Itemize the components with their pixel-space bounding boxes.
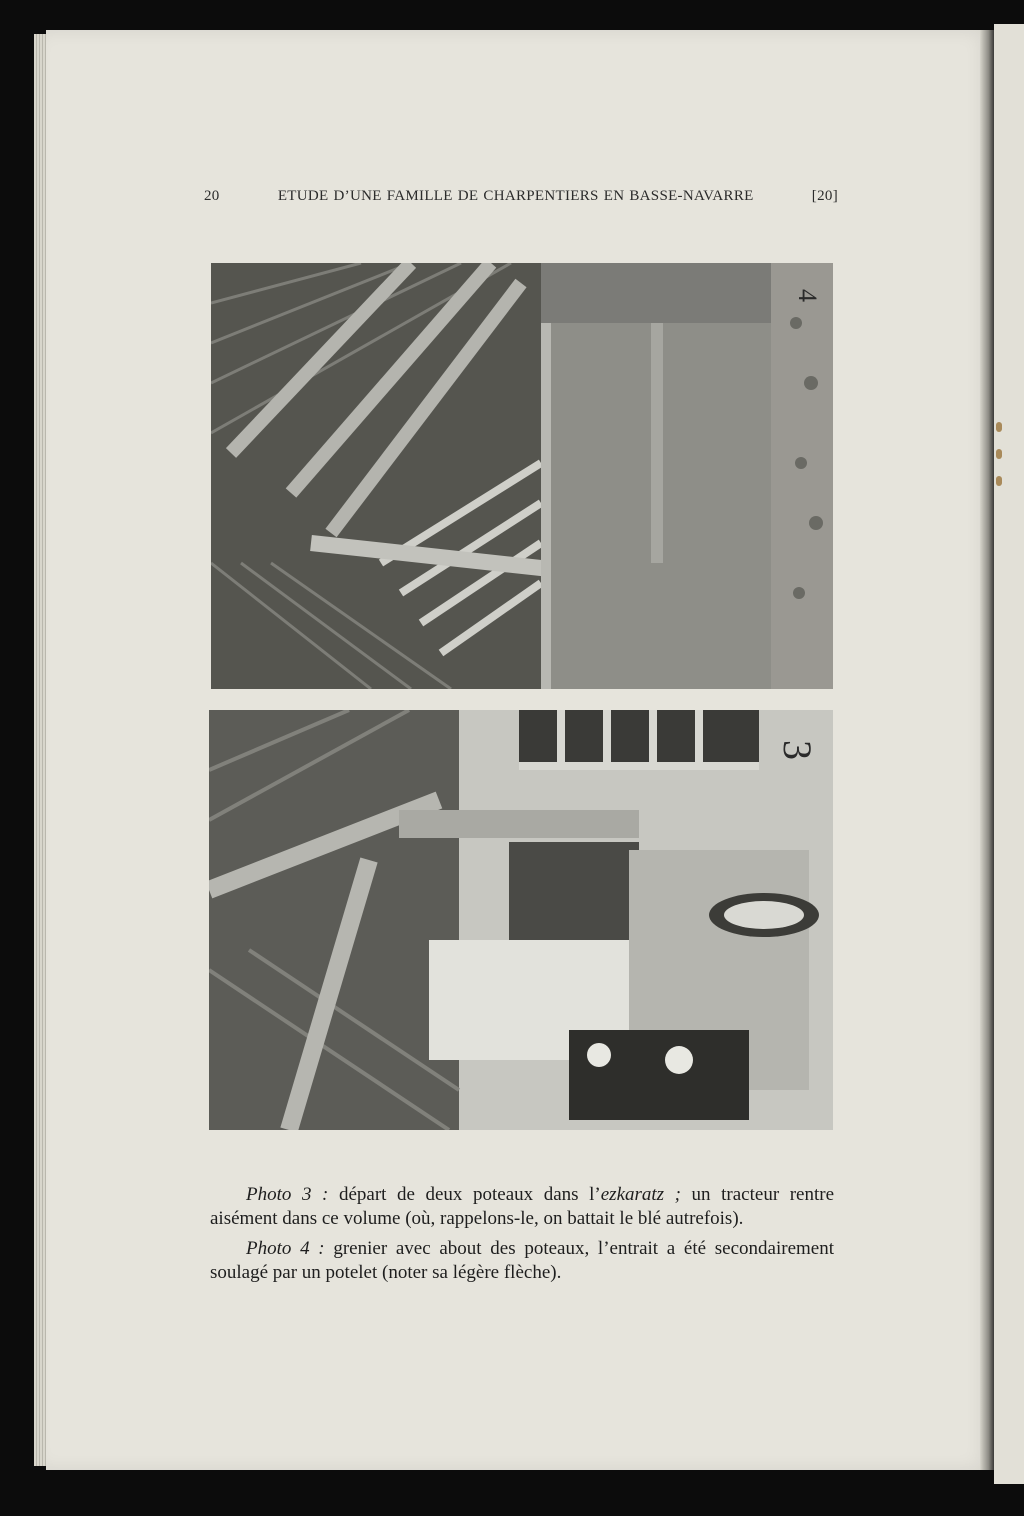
foxing-spot — [996, 449, 1002, 459]
caption-text: départ de deux poteaux dans l’ — [328, 1184, 601, 1205]
caption-emphasis: ezkaratz ; — [600, 1184, 681, 1205]
caption-lead: Photo 4 : — [246, 1238, 325, 1259]
next-page-edge — [994, 24, 1024, 1484]
photo-4-image — [211, 263, 833, 689]
photo-3-marker: 3 — [775, 740, 820, 760]
caption-text: un tracteur rentre aisément dans ce volume (où, rappelons-le, on battait le blé autrefois). — [210, 1184, 835, 1229]
foxing-spot — [996, 476, 1002, 486]
caption-text: grenier avec about des poteaux, l’entrait a été secondairement soulagé par un potelet (noter sa légère flèche). — [210, 1238, 834, 1283]
caption-photo-4 — [210, 1237, 834, 1285]
foxing-spot — [996, 422, 1002, 432]
caption-lead: Photo 3 : — [246, 1184, 329, 1205]
photo-3-tractor — [209, 710, 833, 1130]
running-head — [204, 188, 838, 205]
caption-photo-3 — [210, 1183, 834, 1231]
bracket-page-number: [20] — [811, 188, 838, 204]
photo-4-marker: 4 — [793, 289, 822, 302]
photo-3-image — [209, 710, 833, 1130]
figure-caption — [210, 1183, 834, 1291]
book-gutter — [980, 30, 994, 1470]
photo-4-attic — [211, 263, 833, 689]
running-title: ETUDE D’UNE FAMILLE DE CHARPENTIERS EN BASSE-NAVARRE — [277, 188, 754, 204]
page-number: 20 — [204, 188, 220, 204]
